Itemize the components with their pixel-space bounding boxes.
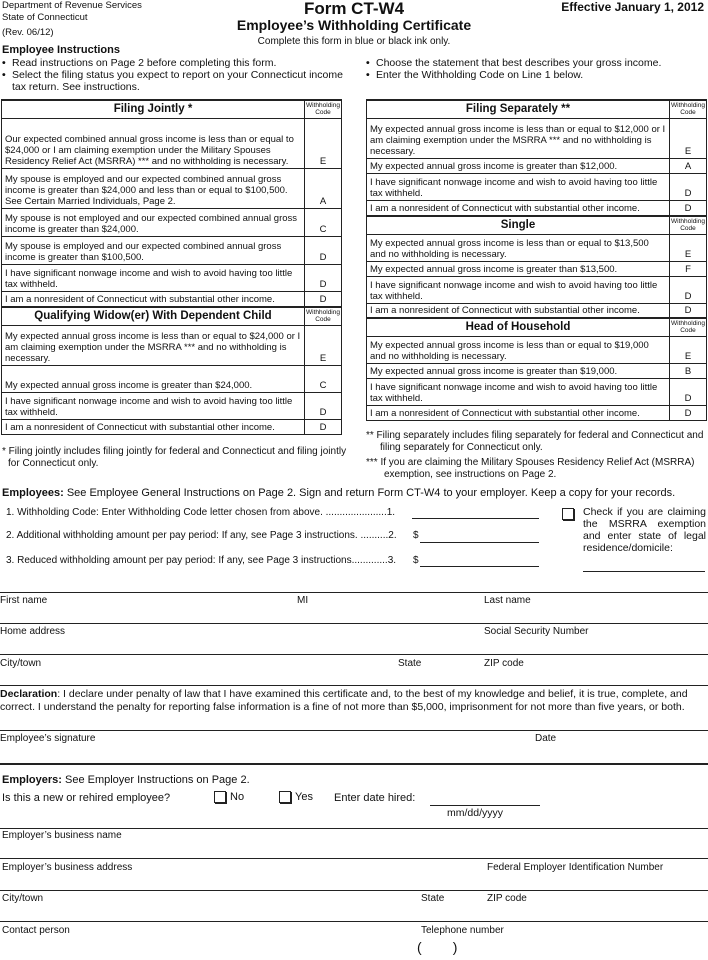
no-label: No: [230, 791, 245, 803]
table-title: Qualifying Widow(er) With Dependent Child: [2, 307, 305, 326]
no-checkbox[interactable]: [214, 791, 244, 803]
row-code: F: [670, 261, 707, 276]
date-hired-label: Enter date hired:: [334, 792, 416, 804]
row-text: My expected annual gross income is greater than $19,000.: [367, 364, 670, 379]
signature-field-line[interactable]: [0, 763, 708, 765]
row-text: I have significant nonwage income and wish to avoid having too little tax withheld.: [2, 392, 305, 419]
row-text: I have significant nonwage income and wish to avoid having too little tax withheld.: [367, 276, 670, 303]
line3-label: 3. Reduced withholding amount per pay period: If any, see Page 3 instructions.............3.: [6, 555, 397, 566]
yes-checkbox[interactable]: [279, 791, 313, 803]
employers-instructions: [2, 774, 250, 786]
row-code: D: [670, 303, 707, 318]
employer-zip-label: ZIP code: [487, 893, 527, 904]
row-text: I have significant nonwage income and wish to avoid having too little tax withheld.: [2, 265, 305, 292]
employees-instructions: [2, 487, 675, 499]
row-code: D: [305, 392, 342, 419]
table-title: Single: [367, 216, 670, 235]
additional-withholding-field[interactable]: [420, 542, 539, 543]
fein-label: Federal Employer Identification Number: [487, 862, 664, 873]
footnote-msrra: *** If you are claiming the Military Spouses Residency Relief Act (MSRRA) exemption, see instructions on Page 2.: [366, 457, 695, 480]
city-field-line[interactable]: [0, 685, 708, 686]
row-code: D: [305, 237, 342, 265]
table-filing-jointly: [1, 99, 342, 435]
business-address-field-line[interactable]: [0, 890, 708, 891]
revision: (Rev. 06/12): [2, 27, 54, 38]
row-text: I am a nonresident of Connecticut with substantial other income.: [367, 303, 670, 318]
state-of-residence-field[interactable]: [583, 571, 705, 572]
form-subtitle: Employee’s Withholding Certificate: [236, 17, 472, 33]
row-text: My expected annual gross income is less than or equal to $19,000 and no withholding is necessary.: [367, 337, 670, 364]
address-field-line[interactable]: [0, 654, 708, 655]
new-hire-question: Is this a new or rehired employee?: [2, 792, 171, 804]
employer-city-label: City/town: [2, 893, 44, 904]
declaration-lead: Declaration: [0, 688, 58, 700]
dept-name: Department of Revenue Services: [2, 0, 142, 11]
employer-city-field-line[interactable]: [0, 921, 708, 922]
code-header: Withholding Code: [305, 307, 342, 326]
row-text: Our expected combined annual gross income is less than or equal to $24,000 or I am claiming exemption under the Military Spouses Residency Relief Act (MSRRA) *** and no withholding is necessary.: [2, 119, 305, 169]
employers-lead: Employers:: [2, 774, 62, 786]
line2-label: 2. Additional withholding amount per pay period: If any, see Page 3 instructions. ..........2.: [6, 530, 397, 541]
home-address-label: Home address: [0, 626, 66, 637]
first-name-label: First name: [0, 595, 48, 606]
declaration-text: : I declare under penalty of law that I have examined this certificate and, to the best of my knowledge and belief, it is true, complete, and correct. I understand the penalty for reporting false information is a fine of not more than $5,000, imprisonment for not more than five years, or both.: [0, 688, 688, 713]
row-code: D: [305, 265, 342, 292]
row-code: D: [305, 419, 342, 434]
table-filing-separately: [366, 99, 707, 421]
instruction-item: • Read instructions on Page 2 before completing this form.: [2, 57, 277, 69]
row-code: C: [305, 209, 342, 237]
employees-text: See Employee General Instructions on Page 2. Sign and return Form CT-W4 to your employer. Keep a copy for your records.: [66, 487, 676, 499]
row-code: D: [670, 406, 707, 421]
msrra-check-label: Check if you are claiming the MSRRA exemption and enter state of legal residence/domicile:: [583, 506, 706, 554]
row-code: D: [305, 292, 342, 307]
checkbox-icon: [562, 508, 574, 520]
instruction-item: • Enter the Withholding Code on Line 1 below.: [366, 69, 584, 81]
code-header: Withholding Code: [670, 318, 707, 337]
business-name-label: Employer’s business name: [2, 830, 122, 841]
row-code: D: [670, 201, 707, 216]
mi-label: MI: [297, 595, 309, 606]
row-text: I have significant nonwage income and wish to avoid having too little tax withheld.: [367, 174, 670, 201]
effective-date: Effective January 1, 2012: [561, 0, 704, 14]
footnote-separate: ** Filing separately includes filing separately for federal and Connecticut and filing separately for Connecticut only.: [366, 430, 704, 453]
date-hired-field[interactable]: [430, 805, 540, 806]
instructions-left: [2, 57, 357, 93]
row-text: My expected annual gross income is less than or equal to $13,500 and no withholding is necessary.: [367, 234, 670, 261]
row-text: My spouse is employed and our expected combined annual gross income is greater than $100,500.: [2, 237, 305, 265]
contact-person-label: Contact person: [2, 925, 70, 936]
row-text: I am a nonresident of Connecticut with substantial other income.: [367, 406, 670, 421]
row-code: E: [670, 119, 707, 159]
employees-lead: Employees:: [2, 487, 64, 499]
ssn-label: Social Security Number: [484, 626, 589, 637]
row-code: B: [670, 364, 707, 379]
declaration: [0, 688, 706, 714]
name-field-line[interactable]: [0, 623, 708, 624]
yes-label: Yes: [295, 791, 313, 803]
code-header: Withholding Code: [305, 100, 342, 119]
row-code: D: [670, 379, 707, 406]
line2-dollar: $: [413, 530, 419, 541]
row-code: E: [670, 234, 707, 261]
city-label: City/town: [0, 658, 42, 669]
instructions-right: [366, 57, 706, 81]
instructions-title: Employee Instructions: [2, 44, 120, 56]
code-header: Withholding Code: [670, 100, 707, 119]
divider: [0, 592, 708, 593]
row-code: A: [305, 169, 342, 209]
table-title: Filing Jointly *: [2, 100, 305, 119]
row-code: A: [670, 159, 707, 174]
date-label: Date: [535, 733, 557, 744]
row-text: My expected annual gross income is greater than $12,000.: [367, 159, 670, 174]
row-text: My spouse is not employed and our expected combined annual gross income is greater than $24,000.: [2, 209, 305, 237]
table-title: Filing Separately **: [367, 100, 670, 119]
row-code: E: [305, 119, 342, 169]
business-name-field-line[interactable]: [0, 858, 708, 859]
table-title: Head of Household: [367, 318, 670, 337]
telephone-field[interactable]: ( ): [417, 939, 458, 955]
zip-label: ZIP code: [484, 658, 524, 669]
last-name-label: Last name: [484, 595, 531, 606]
row-text: My spouse is employed and our expected combined annual gross income is greater than $24,000 and less than or equal to $100,500. See Certain Married Individuals, Page 2.: [2, 169, 305, 209]
checkbox-icon: [279, 791, 291, 803]
code-header: Withholding Code: [670, 216, 707, 235]
reduced-withholding-field[interactable]: [420, 566, 539, 567]
employer-state-label: State: [421, 893, 445, 904]
msrra-checkbox[interactable]: [562, 508, 578, 520]
row-text: I am a nonresident of Connecticut with substantial other income.: [2, 419, 305, 434]
row-text: I have significant nonwage income and wish to avoid having too little tax withheld.: [367, 379, 670, 406]
row-code: D: [670, 174, 707, 201]
row-text: My expected annual gross income is less than or equal to $24,000 or I am claiming exemption under the MSRRA *** and no withholding is necessary.: [2, 325, 305, 365]
row-code: E: [670, 337, 707, 364]
instruction-item: • Choose the statement that best describes your gross income.: [366, 57, 662, 69]
row-code: C: [305, 365, 342, 392]
state-label: State: [398, 658, 422, 669]
date-format-hint: mm/dd/yyyy: [447, 807, 504, 819]
row-code: D: [670, 276, 707, 303]
row-text: My expected annual gross income is less than or equal to $12,000 or I am claiming exemption under the MSRRA *** and no withholding is necessary.: [367, 119, 670, 159]
instruction-item: • Select the filing status you expect to report on your Connecticut income tax return. See instructions.: [2, 69, 343, 93]
row-text: My expected annual gross income is greater than $13,500.: [367, 261, 670, 276]
row-text: My expected annual gross income is greater than $24,000.: [2, 365, 305, 392]
withholding-code-field[interactable]: [412, 518, 539, 519]
form-title: Form CT-W4: [303, 0, 405, 18]
checkbox-icon: [214, 791, 226, 803]
employers-text: See Employer Instructions on Page 2.: [64, 774, 250, 786]
line1-label: 1. Withholding Code: Enter Withholding Code letter chosen from above. ......................1.: [6, 507, 396, 518]
signature-label: Employee’s signature: [0, 733, 96, 744]
line3-dollar: $: [413, 555, 419, 566]
state-name: State of Connecticut: [2, 12, 88, 23]
row-code: E: [305, 325, 342, 365]
divider: [0, 828, 708, 829]
footnote-joint: * Filing jointly includes filing jointly for federal and Connecticut and filing jointly for Connecticut only.: [2, 446, 347, 469]
divider: [0, 730, 708, 731]
telephone-label: Telephone number: [421, 925, 504, 936]
business-address-label: Employer’s business address: [2, 862, 133, 873]
ink-note: Complete this form in blue or black ink only.: [257, 36, 451, 47]
row-text: I am a nonresident of Connecticut with substantial other income.: [2, 292, 305, 307]
row-text: I am a nonresident of Connecticut with substantial other income.: [367, 201, 670, 216]
